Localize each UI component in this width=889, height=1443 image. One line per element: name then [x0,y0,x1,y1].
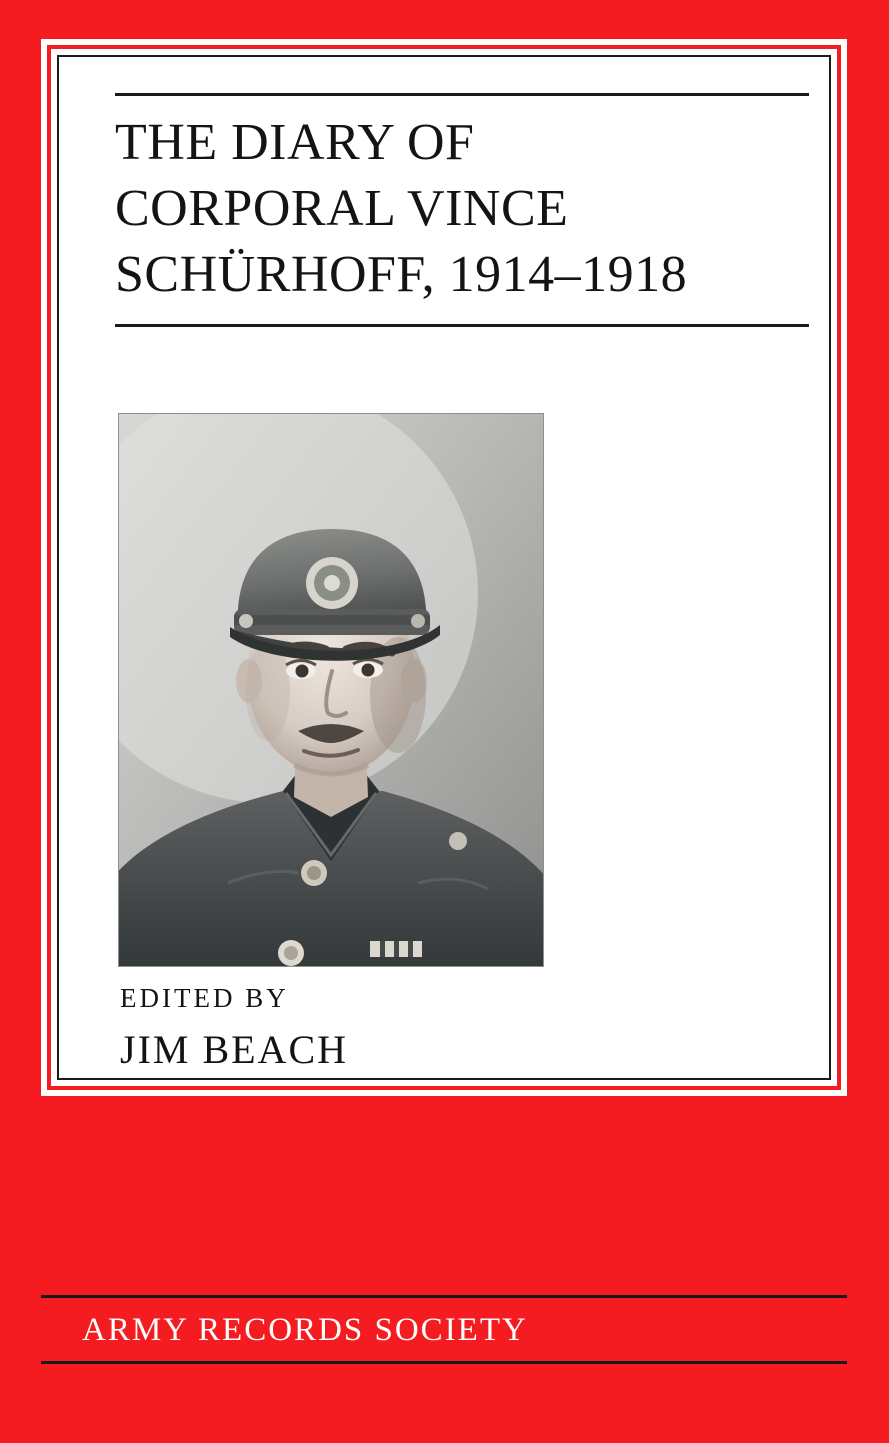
title-rule-bottom [115,324,809,327]
series-name: ARMY RECORDS SOCIETY [82,1312,528,1348]
soldier-portrait-photo [118,413,544,967]
edited-by-label: EDITED BY [120,983,289,1013]
title-panel [41,39,847,1096]
title-rule-top [115,93,809,96]
title-line-3: SCHÜRHOFF, 1914–1918 [115,246,688,304]
editor-credit [120,983,720,1073]
title-line-1: THE DIARY OF [115,114,475,171]
series-rule-bottom [41,1361,847,1364]
title-line-2: CORPORAL VINCE [115,180,569,238]
panel-inner [63,61,825,1074]
series-banner [41,1295,847,1364]
editor-name: JIM BEACH [120,1027,349,1072]
book-title [115,93,809,327]
